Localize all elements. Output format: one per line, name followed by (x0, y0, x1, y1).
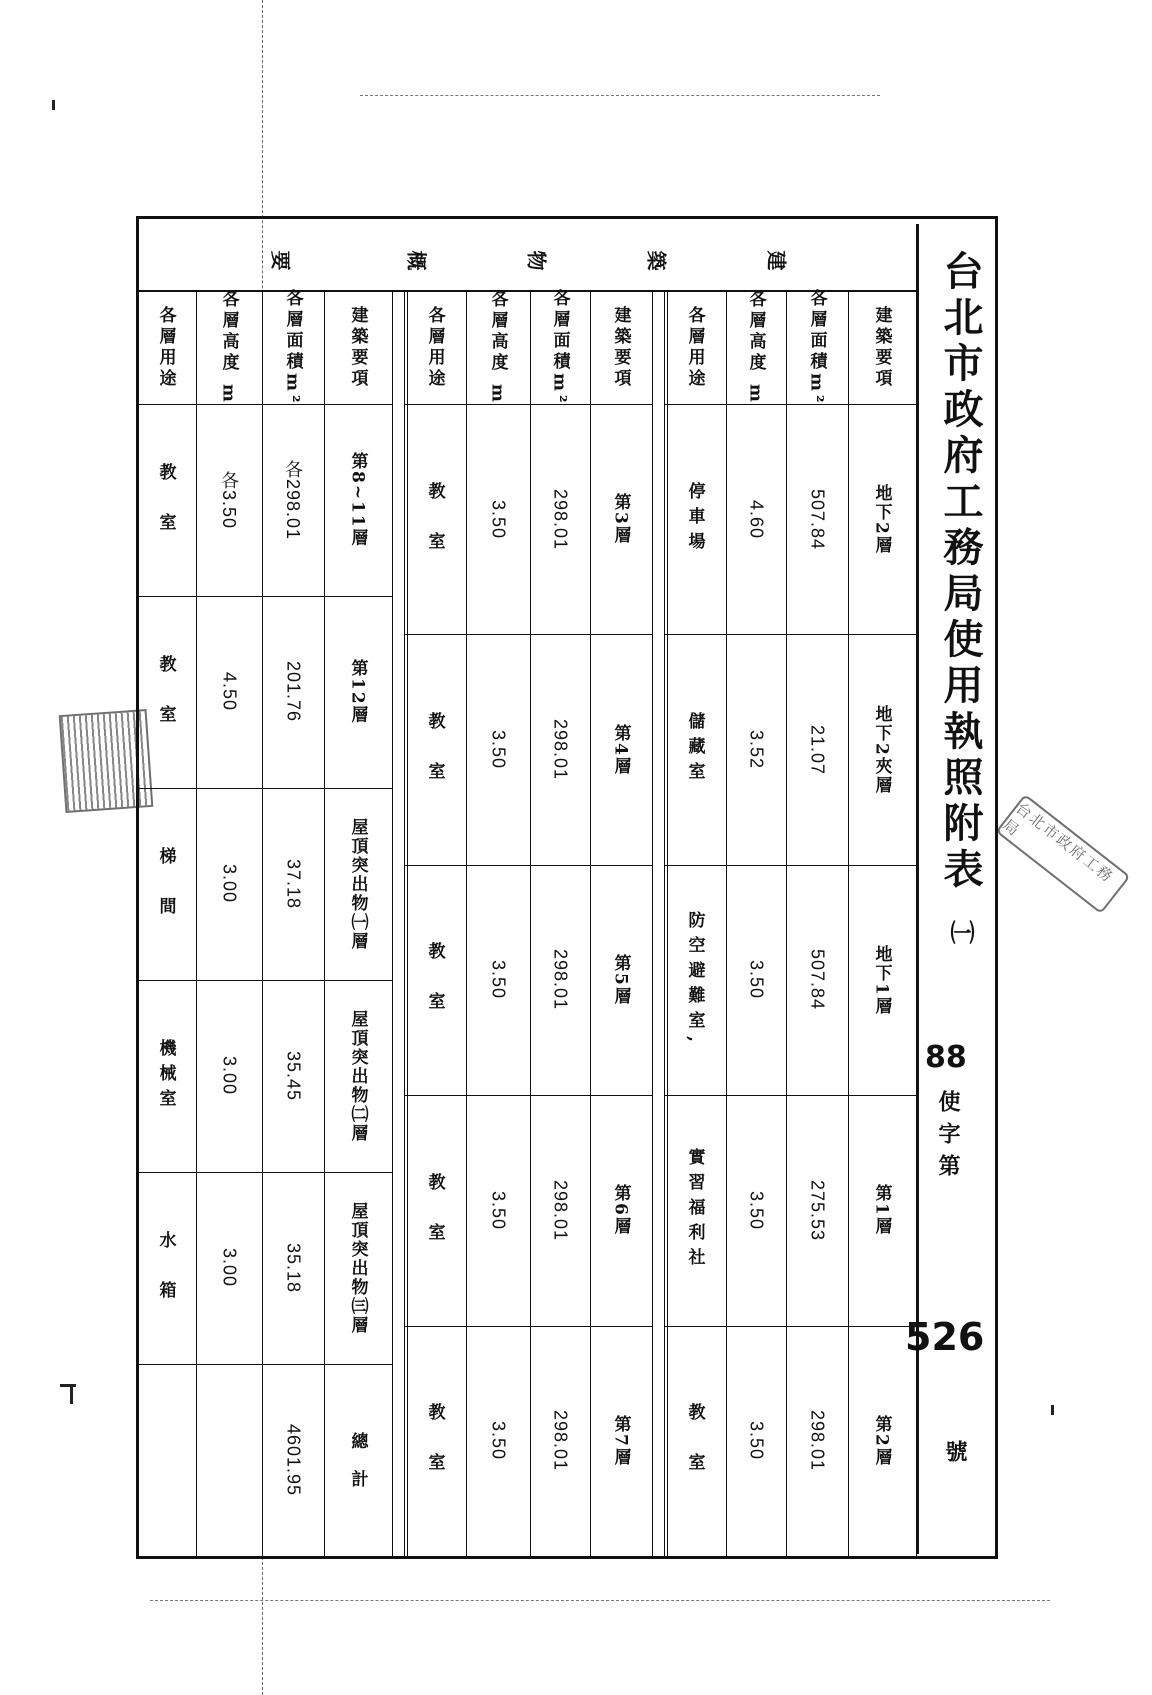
area-cell (262, 788, 324, 980)
document-title: 台北市政府工務局使用執照附表 (937, 250, 984, 894)
floor-value: 第1層 (871, 1184, 892, 1237)
height-cell (196, 596, 262, 788)
floor-value: 第7層 (610, 1414, 631, 1467)
area-cell (530, 404, 590, 634)
height-value: 3.50 (488, 960, 509, 1000)
height-cell (726, 865, 786, 1095)
row-label-text: 各層高度 m (218, 290, 239, 406)
row-label (136, 292, 196, 404)
height-cell (466, 634, 530, 864)
floor-value: 屋頂突出物㈡層 (347, 1009, 368, 1143)
use-cell (404, 1095, 466, 1325)
height-value: 3.52 (746, 730, 767, 770)
grid-line (652, 292, 653, 1556)
area-value: 298.01 (550, 1179, 571, 1241)
height-value: 3.00 (219, 1248, 240, 1288)
height-cell (726, 404, 786, 634)
height-value: 3.50 (488, 499, 509, 539)
floor-value: 第2層 (871, 1414, 892, 1467)
use-cell (136, 596, 196, 788)
area-cell (262, 404, 324, 596)
document-sub-mark: ㈠ (946, 920, 975, 952)
area-cell (262, 980, 324, 1172)
height-value: 3.00 (219, 1056, 240, 1096)
row-label (196, 292, 262, 404)
row-label-text: 各層用途 (424, 306, 445, 390)
floor-cell (590, 634, 652, 864)
floor-cell (590, 865, 652, 1095)
category-char: 概 (404, 250, 429, 271)
height-value: 3.00 (219, 864, 240, 904)
height-value: 3.50 (746, 960, 767, 1000)
height-cell (196, 788, 262, 980)
height-cell (726, 634, 786, 864)
area-value: 298.01 (550, 949, 571, 1011)
use-value: 教 室 (424, 712, 445, 788)
area-cell (262, 1364, 324, 1556)
floor-value: 屋頂突出物㈢層 (347, 1201, 368, 1335)
height-value: 3.50 (488, 1421, 509, 1461)
area-cell (530, 865, 590, 1095)
floor-value: 屋頂突出物㈠層 (347, 817, 368, 951)
category-char: 物 (524, 250, 549, 271)
floor-value: 第6層 (610, 1184, 631, 1237)
row-label-text: 各層高度 m (745, 290, 766, 406)
floor-value: 第5層 (610, 954, 631, 1006)
use-cell (136, 980, 196, 1172)
row-label-text: 各層用途 (684, 306, 705, 390)
row-label-text: 建築要項 (610, 306, 631, 390)
row-label-text: 各層面積m² (549, 289, 570, 407)
scan-line (150, 1600, 1050, 1601)
height-cell (726, 1095, 786, 1325)
height-cell (726, 1326, 786, 1556)
row-label (726, 292, 786, 404)
grid-line (916, 292, 917, 1556)
use-value: 機械室 (155, 1038, 176, 1114)
use-cell (664, 1326, 726, 1556)
floor-cell (324, 404, 392, 596)
floor-cell (324, 1364, 392, 1556)
floor-value: 地下2層 (871, 483, 892, 555)
row-label-text: 各層高度 m (487, 290, 508, 406)
use-cell (664, 404, 726, 634)
scan-mark (60, 1384, 76, 1387)
floor-cell (324, 788, 392, 980)
height-cell (196, 980, 262, 1172)
area-value: 各298.01 (283, 459, 303, 541)
row-label (664, 292, 726, 404)
area-value: 4601.95 (283, 1423, 304, 1497)
area-value: 298.01 (807, 1410, 828, 1472)
row-label-text: 建築要項 (871, 306, 892, 390)
height-cell (466, 865, 530, 1095)
floor-cell (848, 634, 916, 864)
row-label (324, 292, 392, 404)
row-label (786, 289, 848, 407)
area-value: 298.01 (550, 488, 571, 550)
row-label (466, 292, 530, 404)
use-value: 教 室 (155, 654, 176, 730)
use-cell (664, 865, 726, 1095)
floor-cell (590, 1095, 652, 1325)
height-cell (196, 404, 262, 596)
stamp-seal: 台北市政府工務局 (995, 794, 1130, 914)
scan-mark (1051, 1405, 1054, 1415)
floor-cell (590, 404, 652, 634)
permit-year: 88 (925, 1040, 967, 1075)
floor-cell (324, 1172, 392, 1364)
permit-number: 526 (905, 1315, 985, 1359)
height-cell (196, 1364, 262, 1556)
floor-cell (848, 865, 916, 1095)
height-value: 4.50 (219, 672, 240, 712)
area-value: 298.01 (550, 719, 571, 781)
floor-value: 第4層 (610, 723, 631, 776)
use-value: 教 室 (424, 1403, 445, 1479)
row-label-text: 各層面積m² (282, 289, 303, 407)
area-cell (786, 634, 848, 864)
use-cell (404, 1326, 466, 1556)
use-cell (404, 404, 466, 634)
use-cell (664, 1095, 726, 1325)
use-value: 教 室 (155, 462, 176, 538)
area-cell (786, 404, 848, 634)
floor-cell (848, 1095, 916, 1325)
floor-cell (590, 1326, 652, 1556)
use-value: 實習福利社 (684, 1147, 705, 1273)
use-value: 儲藏室 (684, 712, 705, 788)
area-cell (262, 596, 324, 788)
area-value: 37.18 (283, 858, 304, 910)
permit-suffix: 號 (942, 1440, 968, 1462)
category-char: 要 (268, 250, 293, 271)
height-cell (466, 1326, 530, 1556)
area-value: 507.84 (807, 488, 828, 550)
area-value: 35.18 (283, 1242, 304, 1294)
floor-value: 地下1層 (871, 944, 892, 1016)
scan-mark (70, 1384, 73, 1404)
row-label (590, 292, 652, 404)
scan-line (360, 95, 880, 96)
area-value: 21.07 (807, 724, 828, 775)
row-label-text: 各層面積m² (806, 289, 827, 407)
floor-cell (324, 596, 392, 788)
category-char: 建 (764, 250, 789, 271)
use-cell (136, 1172, 196, 1364)
height-cell (196, 1172, 262, 1364)
scan-mark (52, 100, 55, 110)
area-value: 275.53 (807, 1179, 828, 1241)
height-value: 各3.50 (219, 470, 239, 530)
use-cell (136, 788, 196, 980)
area-value: 298.01 (550, 1410, 571, 1472)
use-value: 水 箱 (155, 1230, 176, 1306)
row-label (262, 289, 324, 407)
row-label-text: 建築要項 (347, 306, 368, 390)
row-label (404, 292, 466, 404)
area-cell (786, 1095, 848, 1325)
use-cell (136, 1364, 196, 1556)
use-value: 停車場 (684, 481, 705, 557)
floor-cell (848, 1326, 916, 1556)
height-cell (466, 1095, 530, 1325)
area-cell (786, 1326, 848, 1556)
area-value: 201.76 (283, 661, 304, 723)
floor-value: 地下2夾層 (871, 704, 892, 795)
use-cell (404, 634, 466, 864)
floor-value: 第8~11層 (347, 452, 368, 548)
row-label (848, 292, 916, 404)
area-cell (786, 865, 848, 1095)
floor-value: 第3層 (610, 493, 631, 546)
use-value: 教 室 (424, 942, 445, 1018)
floor-value: 第12層 (347, 659, 368, 725)
area-cell (530, 1326, 590, 1556)
area-value: 507.84 (807, 949, 828, 1011)
row-label-text: 各層用途 (155, 306, 176, 390)
category-char: 築 (644, 250, 669, 271)
permit-prefix: 使字第 (935, 1090, 961, 1186)
floor-value: 總 計 (347, 1431, 368, 1489)
height-value: 3.50 (488, 730, 509, 770)
use-value: 教 室 (684, 1403, 705, 1479)
area-cell (530, 634, 590, 864)
floor-cell (848, 404, 916, 634)
height-value: 4.60 (746, 499, 767, 539)
use-value: 教 室 (424, 1172, 445, 1248)
height-value: 3.50 (746, 1190, 767, 1230)
area-cell (530, 1095, 590, 1325)
row-label (530, 289, 590, 407)
use-value: 梯 間 (155, 846, 176, 922)
area-value: 35.45 (283, 1050, 304, 1102)
use-value: 防空避難室, (684, 910, 705, 1050)
area-cell (262, 1172, 324, 1364)
use-cell (404, 865, 466, 1095)
grid-line (392, 292, 393, 1556)
use-cell (664, 634, 726, 864)
floor-cell (324, 980, 392, 1172)
height-value: 3.50 (746, 1421, 767, 1461)
height-value: 3.50 (488, 1190, 509, 1230)
use-value: 教 室 (424, 481, 445, 557)
use-cell (136, 404, 196, 596)
height-cell (466, 404, 530, 634)
